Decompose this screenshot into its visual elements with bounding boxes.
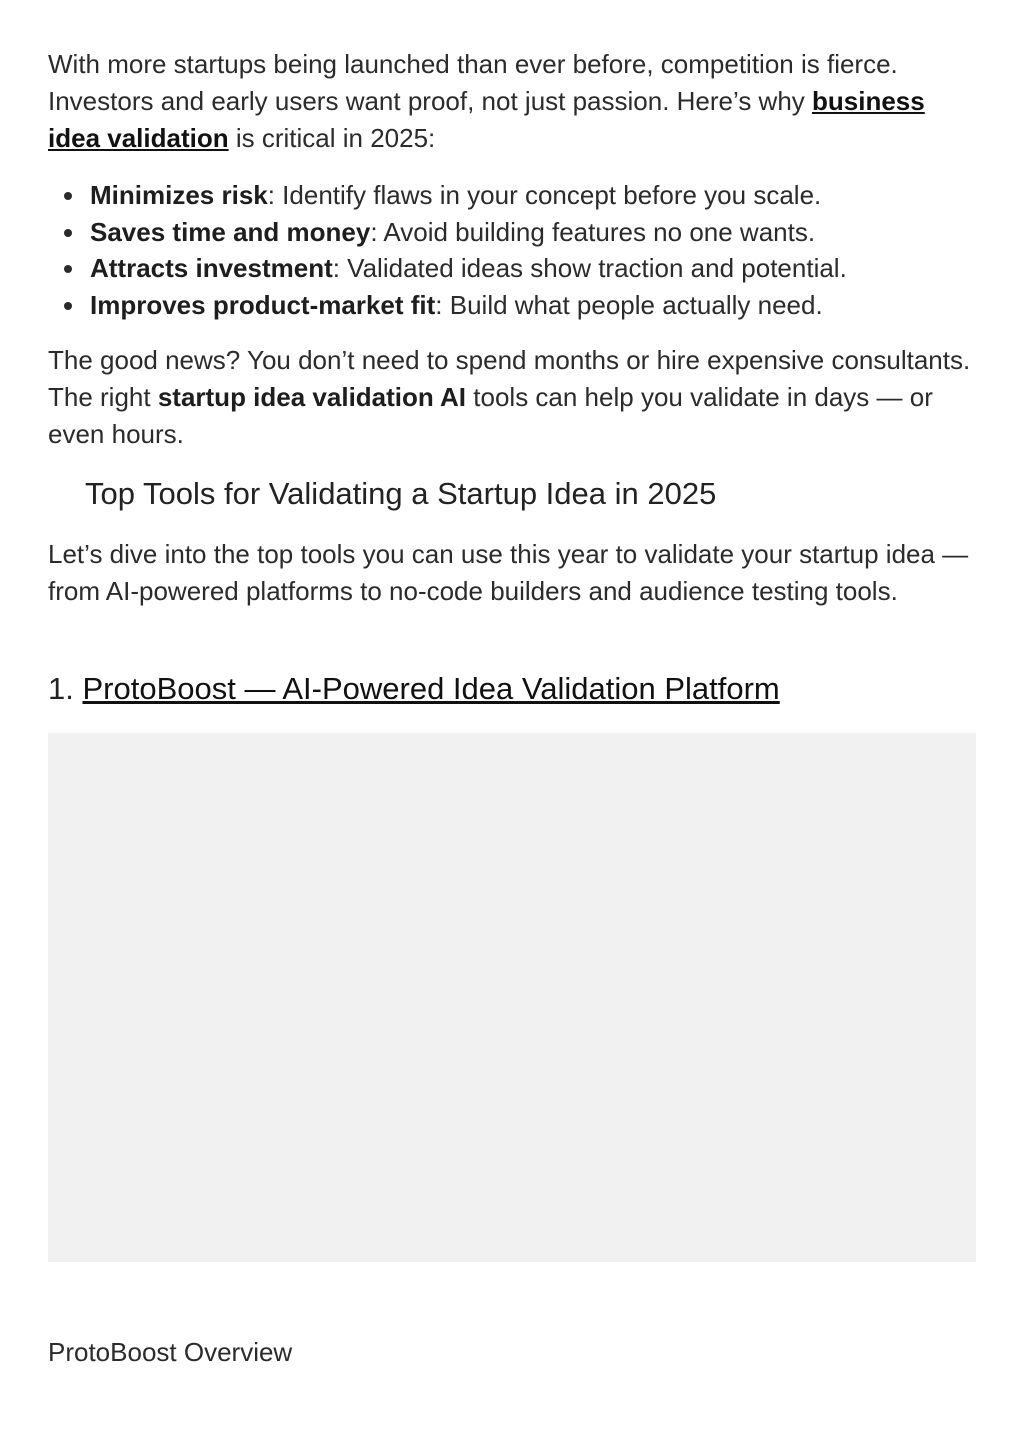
list-item	[48, 250, 983, 287]
intro-paragraph	[48, 46, 983, 157]
good-news-bold: startup idea validation AI	[157, 382, 467, 412]
section-intro-paragraph: Let’s dive into the top tools you can use this year to validate your startup idea — from AI-powered platforms to no-code builders and audience testing tools.	[48, 539, 969, 606]
protoboost-link[interactable]: ProtoBoost — AI-Powered Idea Validation Platform	[82, 671, 780, 706]
business-idea-validation-link[interactable]: business idea validation	[48, 86, 925, 153]
benefit-title: Improves product-market fit	[90, 289, 436, 320]
list-item	[48, 214, 983, 251]
benefit-desc: : Identify flaws in your concept before you scale.	[267, 180, 822, 210]
tool-number: 1.	[48, 671, 83, 706]
section-title: Top Tools for Validating a Startup Idea in 2025	[85, 476, 717, 511]
benefits-list	[48, 177, 983, 323]
good-news-paragraph	[48, 342, 983, 453]
benefit-desc: : Build what people actually need.	[435, 289, 823, 320]
tool-heading	[48, 668, 780, 710]
image-caption: ProtoBoost Overview	[48, 1337, 293, 1367]
intro-text-before: With more startups being launched than ever before, competition is fierce. Investors and early users want proof, not just passion. Here’s why	[48, 49, 898, 116]
protoboost-image-placeholder	[48, 733, 976, 1262]
good-news-text-after: tools can help you validate in days — or even hours.	[48, 382, 933, 449]
list-item	[48, 177, 983, 214]
benefit-title: Attracts investment	[90, 253, 333, 283]
benefit-desc: : Validated ideas show traction and potential.	[332, 253, 847, 283]
list-item	[48, 287, 983, 324]
benefit-desc: : Avoid building features no one wants.	[370, 216, 816, 247]
benefit-title: Minimizes risk	[90, 180, 268, 210]
intro-text-after: is critical in 2025:	[228, 123, 436, 153]
benefit-title: Saves time and money	[90, 216, 371, 247]
good-news-text-before: The good news? You don’t need to spend months or hire expensive consultants. The right	[48, 345, 971, 412]
